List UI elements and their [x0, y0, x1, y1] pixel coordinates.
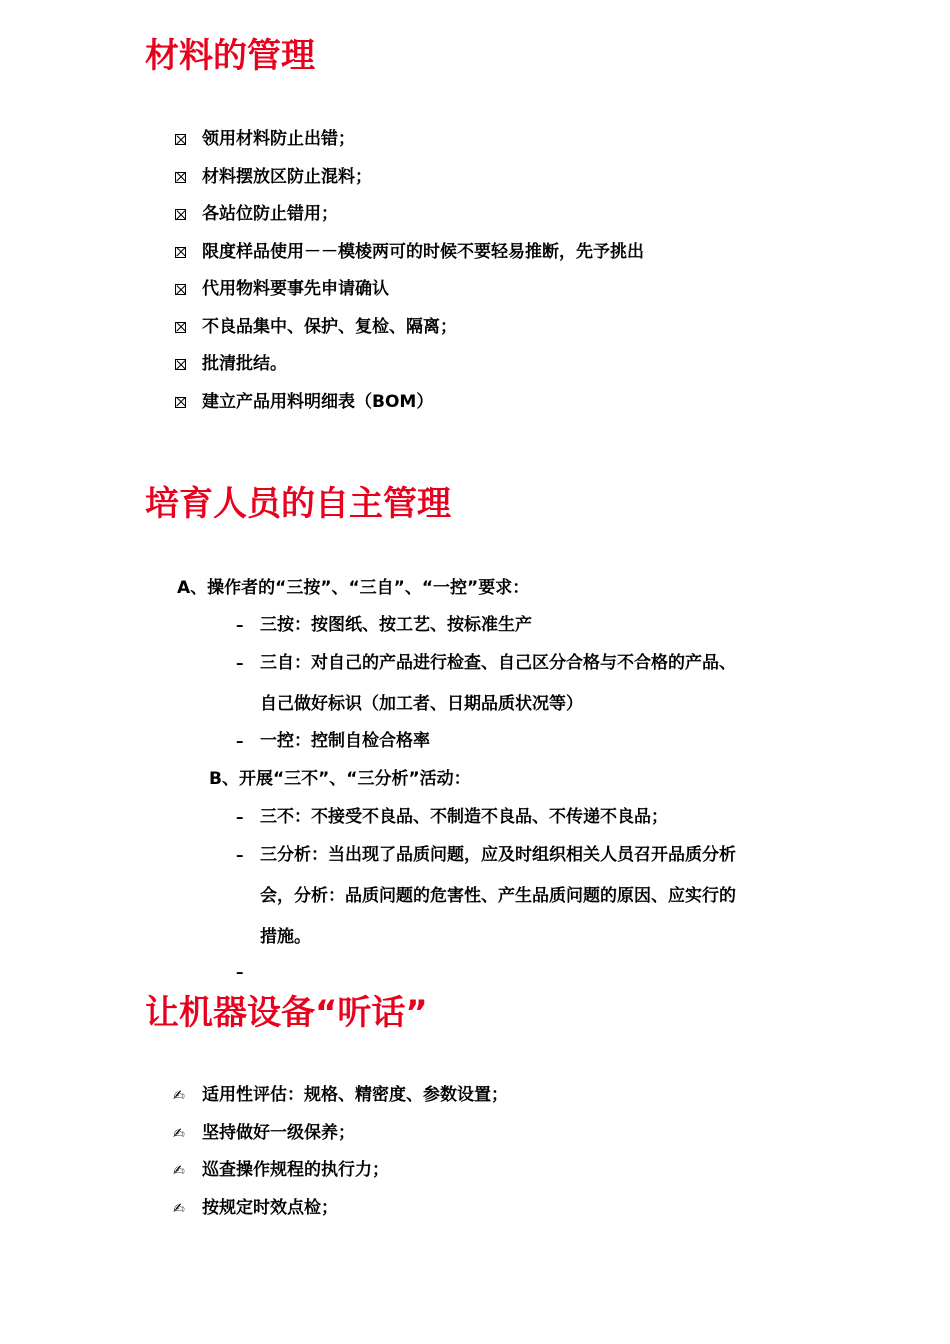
a-heading: A、操作者的“三按”、“三自”、“一控”要求：	[177, 578, 530, 598]
boxed-x-icon	[175, 284, 186, 295]
list-item: 材料摆放区防止混料；	[173, 159, 644, 197]
writing-hand-icon: ✍	[173, 1088, 185, 1104]
writing-hand-icon: ✍	[173, 1163, 185, 1179]
boxed-x-icon	[175, 172, 186, 183]
list-item: 三按：按图纸、按工艺、按标准生产	[260, 615, 532, 635]
list-item: 三分析：当出现了品质问题，应及时组织相关人员召开品质分析	[260, 845, 736, 865]
dash-marker: –	[236, 654, 244, 672]
list-item: 批清批结。	[173, 346, 644, 384]
list-item: 代用物料要事先申请确认	[173, 271, 644, 309]
list-item: ✍ 适用性评估：规格、精密度、参数设置；	[173, 1077, 508, 1115]
boxed-x-icon	[175, 247, 186, 258]
equipment-list	[173, 1077, 508, 1227]
boxed-x-icon	[175, 134, 186, 145]
boxed-x-icon	[175, 397, 186, 408]
writing-hand-icon: ✍	[173, 1200, 185, 1217]
dash-marker: –	[236, 963, 244, 981]
dash-marker: –	[236, 808, 244, 826]
list-item: 不良品集中、保护、复检、隔离；	[173, 309, 644, 347]
list-item: 领用材料防止出错；	[173, 121, 644, 159]
list-item: ✍ 巡查操作规程的执行力；	[173, 1152, 508, 1190]
list-item: ✍ 坚持做好一级保养；	[173, 1115, 508, 1153]
list-item-continuation: 会，分析：品质问题的危害性、产生品质问题的原因、应实行的	[260, 886, 736, 906]
list-item-continuation: 措施。	[260, 927, 311, 947]
section-title-equipment: 让机器设备“听话”	[145, 993, 428, 1033]
section-title-personnel: 培育人员的自主管理	[145, 484, 451, 524]
boxed-x-icon	[175, 209, 186, 220]
writing-hand-icon: ✍	[173, 1125, 185, 1142]
list-item: 各站位防止错用；	[173, 196, 644, 234]
dash-marker: –	[236, 732, 244, 750]
list-item: ✍ 按规定时效点检；	[173, 1190, 508, 1228]
materials-list	[173, 121, 644, 421]
list-item: 三不：不接受不良品、不制造不良品、不传递不良品；	[260, 807, 668, 827]
boxed-x-icon	[175, 359, 186, 370]
list-item: 限度样品使用－－模棱两可的时候不要轻易推断，先予挑出	[173, 234, 644, 272]
section-title-materials: 材料的管理	[145, 36, 315, 76]
boxed-x-icon	[175, 322, 186, 333]
list-item: 一控：控制自检合格率	[260, 731, 430, 751]
list-item: 三自：对自己的产品进行检查、自己区分合格与不合格的产品、	[260, 653, 736, 673]
dash-marker: –	[236, 846, 244, 864]
b-heading: B、开展“三不”、“三分析”活动：	[209, 769, 471, 789]
dash-marker: –	[236, 616, 244, 634]
list-item: 建立产品用料明细表（BOM）	[173, 384, 644, 422]
list-item-continuation: 自己做好标识（加工者、日期品质状况等）	[260, 694, 583, 714]
